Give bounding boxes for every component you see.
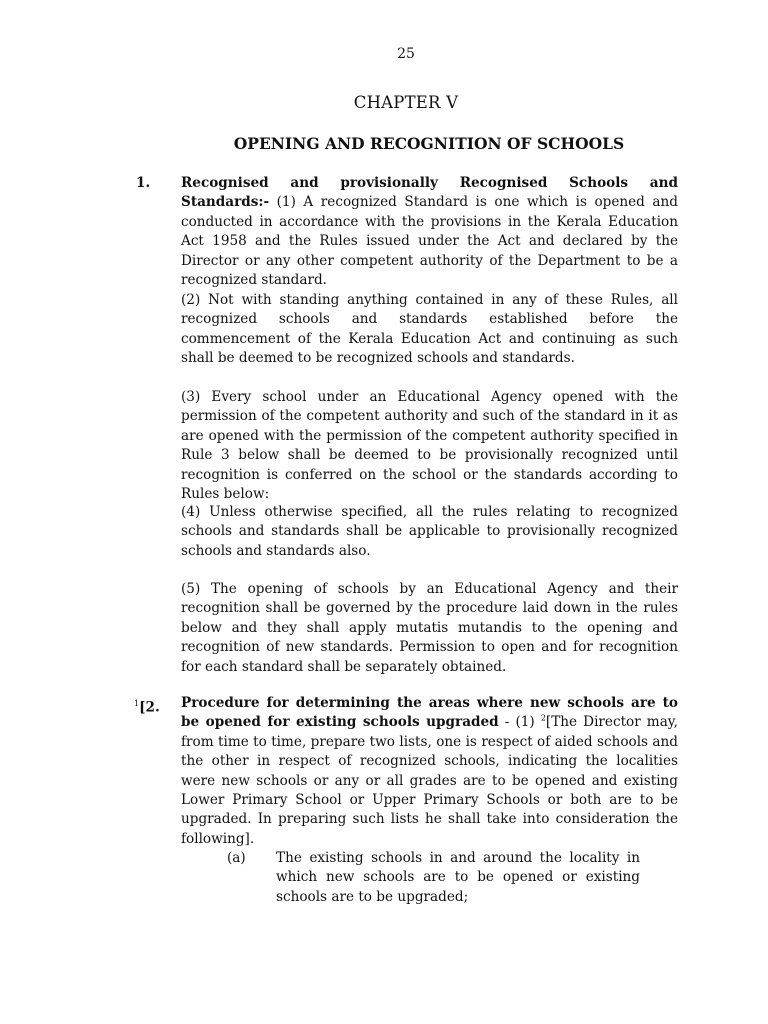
para-lead: - (1) <box>498 714 541 731</box>
page-number: 25 <box>397 46 415 62</box>
section-number: 1. <box>136 175 151 191</box>
para-text: (1) A recognized Standard is one which is opened and conducted in accordance with the provisions in the Kerala Education Act 1958 and the Rules issued under the Act and declared by the Director or any other competent authority of the Department to be a recognized standard. <box>181 194 678 289</box>
section-heading: Recognised and provisionally Recognised Schools and Standards:- <box>181 175 678 211</box>
chapter-title: OPENING AND RECOGNITION OF SCHOOLS <box>233 134 625 153</box>
section-1-para-5: (5) The opening of schools by an Educational Agency and their recognition shall be governed by the procedure laid down in the rules below and they shall apply mutatis mutandis to the opening and recognition of new standards. Permission to open and for recognition for each standard shall be separately obtained. <box>181 581 678 675</box>
chapter-heading: CHAPTER V <box>353 93 459 112</box>
section-number-text: [2. <box>139 699 160 716</box>
section-1-para-3: (3) Every school under an Educational Agency opened with the permission of the competent authority and such of the standard in it as are opened with the permission of the competent authority specified in Rule 3 below shall be deemed to be provisionally recognized until recognition is conferred on the school or the standards according to Rules below: <box>181 389 678 503</box>
section-heading: Procedure for determining the areas where new schools are to be opened for existing schools upgraded <box>181 695 678 731</box>
section-number <box>134 694 160 718</box>
list-item-label: (a) <box>227 850 246 866</box>
list-item-text: The existing schools in and around the locality in which new schools are to be opened or existing schools are to be upgraded; <box>276 850 640 905</box>
section-1-para-1 <box>181 174 678 290</box>
footnote-marker: 1 <box>134 699 140 708</box>
section-1-para-4: (4) Unless otherwise specified, all the rules relating to recognized schools and standards shall be applicable to provisionally recognized schools and standards also. <box>181 504 678 559</box>
section-1-para-2: (2) Not with standing anything contained in any of these Rules, all recognized schools and standards established before the commencement of the Kerala Education Act and continuing as such shall be deemed to be recognized schools and standards. <box>181 292 678 367</box>
section-2-para-1 <box>181 694 678 849</box>
para-text: [The Director may, from time to time, prepare two lists, one is respect of aided schools and the other in respect of recognized schools, indicating the localities were new schools or any or all grades are to be opened and existing Lower Primary School or Upper Primary Schools or both are to be upgraded. In preparing such lists he shall take into consideration the following]. <box>181 714 678 847</box>
footnote-marker: 2 <box>540 713 546 723</box>
